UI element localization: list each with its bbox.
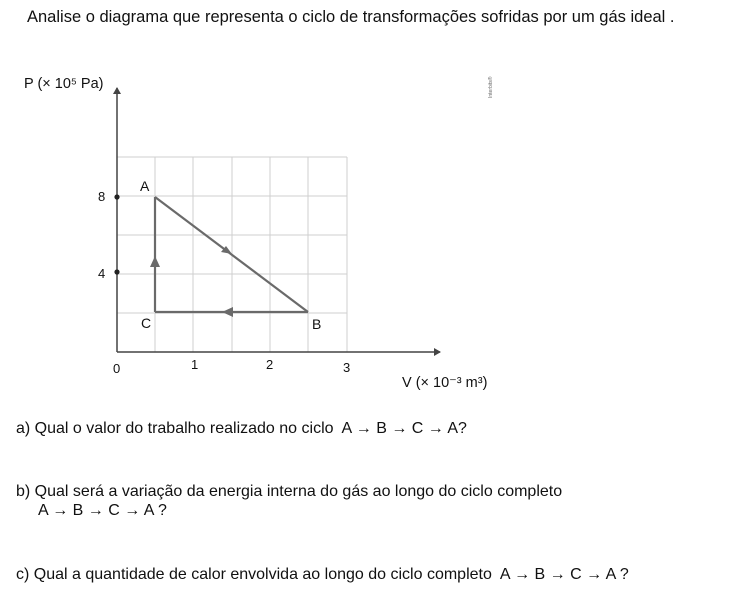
question-c <box>16 566 629 584</box>
question-b-sequence-line <box>38 502 167 520</box>
x-axis-label: V (× 10⁻³ m³) <box>402 375 488 391</box>
question-a-sequence: A → B → C → A? <box>341 420 467 437</box>
x-tick-label: 2 <box>266 357 274 372</box>
point-b-label: B <box>312 316 322 332</box>
question-b-sequence: A → B → C → A ? <box>38 502 167 519</box>
question-c-sequence: A → B → C → A ? <box>499 566 629 583</box>
point-a-label: A <box>140 178 150 194</box>
question-a <box>16 420 467 438</box>
credit-text: Interbits® <box>488 76 494 98</box>
arrow-bc-icon <box>222 307 233 317</box>
y-tick-dot <box>114 194 119 199</box>
x-tick-label: 0 <box>113 361 121 376</box>
x-tick-label: 3 <box>343 360 351 375</box>
point-c-label: C <box>141 315 152 331</box>
y-tick-dot <box>114 269 119 274</box>
x-tick-label: 1 <box>191 357 199 372</box>
instruction-text: Analise o diagrama que representa o ciclo de transformações sofridas por um gás ideal . <box>27 8 675 26</box>
y-tick-label: 8 <box>98 189 106 204</box>
arrow-ca-icon <box>150 256 160 267</box>
question-c-text: c) Qual a quantidade de calor envolvida ao longo do ciclo completo <box>16 566 492 583</box>
question-b-text: b) Qual será a variação da energia interna do gás ao longo do ciclo completo <box>16 483 563 500</box>
question-b <box>16 483 562 501</box>
y-tick-label: 4 <box>98 266 106 281</box>
question-a-text: a) Qual o valor do trabalho realizado no ciclo <box>16 420 334 437</box>
pv-diagram <box>0 70 520 400</box>
y-axis-label: P (× 10⁵ Pa) <box>24 76 104 92</box>
pv-diagram-svg <box>0 70 520 400</box>
